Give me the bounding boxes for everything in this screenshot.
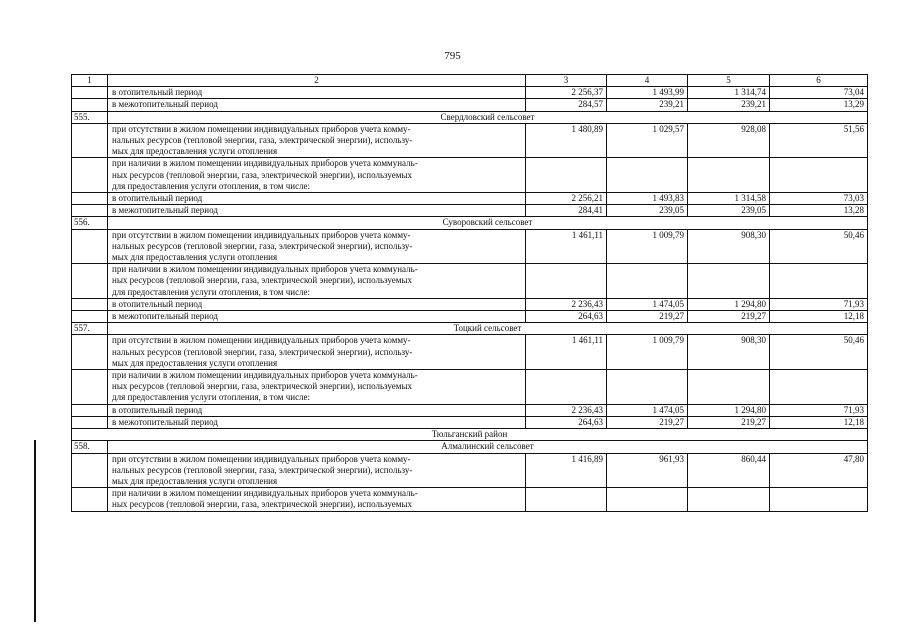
row-number-cell: [72, 99, 108, 111]
value-cell: 1 416,89: [526, 453, 607, 488]
description-line: ных ресурсов (тепловой энергии, газа, электрической энергии), используемых: [112, 499, 413, 510]
value-cell: 2 256,37: [526, 87, 607, 99]
description-line: при наличии в жилом помещении индивидуальных приборов учета коммуналь-: [112, 488, 418, 499]
description-line: при наличии в жилом помещении индивидуальных приборов учета коммуналь-: [112, 370, 418, 381]
value-cell: 239,05: [607, 205, 688, 217]
section-number: 556.: [72, 217, 108, 229]
value-cell: 1 009,79: [607, 335, 688, 370]
description-line: при отсутствии в жилом помещении индивидуальных приборов учета комму-: [112, 229, 411, 240]
row-description: [108, 298, 526, 310]
row-number-cell: [72, 298, 108, 310]
description-line: мых для предоставления услуги отопления: [112, 146, 278, 157]
row-number-cell: [72, 193, 108, 205]
value-cell: 908,30: [688, 229, 770, 264]
value-cell: 264,63: [526, 416, 607, 428]
value-cell: 73,03: [770, 193, 868, 205]
table-row: [72, 370, 868, 405]
value-cell: [688, 488, 770, 511]
table-row: [72, 264, 868, 299]
value-cell: [770, 158, 868, 193]
value-cell: 928,08: [688, 123, 770, 158]
value-cell: 1 493,83: [607, 193, 688, 205]
row-number-cell: [72, 229, 108, 264]
row-description: [108, 87, 526, 99]
value-cell: 219,27: [688, 311, 770, 323]
description-line: нальных ресурсов (тепловой энергии, газа, электрической энергии), использу-: [112, 240, 413, 251]
value-cell: [607, 158, 688, 193]
table-row: [72, 311, 868, 323]
value-cell: 2 256,21: [526, 193, 607, 205]
value-cell: 1 493,99: [607, 87, 688, 99]
description-line: ных ресурсов (тепловой энергии, газа, электрической энергии), используемых: [112, 381, 413, 392]
value-cell: 1 029,57: [607, 123, 688, 158]
table-row: [72, 87, 868, 99]
value-cell: 1 474,05: [607, 298, 688, 310]
value-cell: [688, 158, 770, 193]
value-cell: 1 461,11: [526, 335, 607, 370]
section-title: Свердловский сельсовет: [108, 111, 868, 123]
section-number: 555.: [72, 111, 108, 123]
table-row: [72, 99, 868, 111]
header-cell: 5: [688, 75, 770, 87]
value-cell: 2 236,43: [526, 404, 607, 416]
row-description: [108, 229, 526, 264]
header-cell: 2: [108, 75, 526, 87]
value-cell: 239,05: [688, 205, 770, 217]
table-row: [72, 404, 868, 416]
section-title: Суворовский сельсовет: [108, 217, 868, 229]
value-cell: [770, 488, 868, 511]
description-line: для предоставления услуги отопления, в том числе:: [112, 286, 311, 297]
value-cell: 12,18: [770, 311, 868, 323]
value-cell: 1 314,74: [688, 87, 770, 99]
table-row: [72, 158, 868, 193]
description-line: мых для предоставления услуги отопления: [112, 357, 278, 368]
row-description: [108, 193, 526, 205]
value-cell: [526, 488, 607, 511]
table-row: [72, 193, 868, 205]
section-title: Тоцкий сельсовет: [108, 323, 868, 335]
row-description: [108, 311, 526, 323]
value-cell: 71,93: [770, 298, 868, 310]
description-line: в межотопительный период: [112, 416, 218, 427]
section-row: [72, 441, 868, 453]
description-line: ных ресурсов (тепловой энергии, газа, электрической энергии), используемых: [112, 169, 413, 180]
row-number-cell: [72, 123, 108, 158]
page-number: 795: [444, 50, 461, 62]
value-cell: [770, 264, 868, 299]
row-number-cell: [72, 416, 108, 428]
value-cell: 12,18: [770, 416, 868, 428]
row-number-cell: [72, 370, 108, 405]
value-cell: 239,21: [607, 99, 688, 111]
value-cell: 219,27: [607, 416, 688, 428]
value-cell: [607, 488, 688, 511]
value-cell: 51,56: [770, 123, 868, 158]
district-title: Тюльганский район: [72, 429, 868, 441]
value-cell: 50,46: [770, 335, 868, 370]
description-line: нальных ресурсов (тепловой энергии, газа, электрической энергии), использу-: [112, 464, 413, 475]
value-cell: 908,30: [688, 335, 770, 370]
value-cell: [607, 370, 688, 405]
description-line: при отсутствии в жилом помещении индивидуальных приборов учета комму-: [112, 123, 411, 134]
section-number: 557.: [72, 323, 108, 335]
table-body: [72, 87, 868, 511]
row-number-cell: [72, 205, 108, 217]
header-cell: 6: [770, 75, 868, 87]
header-cell: 1: [72, 75, 108, 87]
value-cell: [688, 264, 770, 299]
row-number-cell: [72, 488, 108, 511]
description-line: в межотопительный период: [112, 205, 218, 216]
row-number-cell: [72, 87, 108, 99]
value-cell: [607, 264, 688, 299]
description-line: мых для предоставления услуги отопления: [112, 475, 278, 486]
table-row: [72, 416, 868, 428]
value-cell: 73,04: [770, 87, 868, 99]
section-row: [72, 217, 868, 229]
description-line: для предоставления услуги отопления, в том числе:: [112, 392, 311, 403]
value-cell: [526, 158, 607, 193]
row-number-cell: [72, 404, 108, 416]
row-number-cell: [72, 453, 108, 488]
description-line: в отопительный период: [112, 193, 203, 204]
table-row: [72, 335, 868, 370]
value-cell: 961,93: [607, 453, 688, 488]
value-cell: 2 236,43: [526, 298, 607, 310]
description-line: при наличии в жилом помещении индивидуальных приборов учета коммуналь-: [112, 264, 418, 275]
description-line: в отопительный период: [112, 298, 203, 309]
table-row: [72, 488, 868, 511]
value-cell: 1 009,79: [607, 229, 688, 264]
row-number-cell: [72, 311, 108, 323]
district-row: [72, 429, 868, 441]
header-row: [72, 75, 868, 87]
value-cell: 239,21: [688, 99, 770, 111]
table-row: [72, 229, 868, 264]
value-cell: 47,80: [770, 453, 868, 488]
value-cell: [526, 370, 607, 405]
header-cell: 4: [607, 75, 688, 87]
row-description: [108, 453, 526, 488]
row-description: [108, 335, 526, 370]
table-row: [72, 123, 868, 158]
description-line: в отопительный период: [112, 404, 203, 415]
description-line: ных ресурсов (тепловой энергии, газа, электрической энергии), используемых: [112, 275, 413, 286]
table-row: [72, 298, 868, 310]
value-cell: [688, 370, 770, 405]
binding-edge-mark: [34, 440, 36, 622]
row-number-cell: [72, 335, 108, 370]
value-cell: 13,28: [770, 205, 868, 217]
row-description: [108, 416, 526, 428]
value-cell: 1 480,89: [526, 123, 607, 158]
value-cell: 1 294,80: [688, 298, 770, 310]
row-number-cell: [72, 264, 108, 299]
description-line: при наличии в жилом помещении индивидуальных приборов учета коммуналь-: [112, 158, 418, 169]
row-description: [108, 99, 526, 111]
header-cell: 3: [526, 75, 607, 87]
row-description: [108, 264, 526, 299]
description-line: нальных ресурсов (тепловой энергии, газа, электрической энергии), использу-: [112, 346, 413, 357]
value-cell: 1 474,05: [607, 404, 688, 416]
section-row: [72, 111, 868, 123]
section-number: 558.: [72, 441, 108, 453]
row-description: [108, 488, 526, 511]
value-cell: 1 314,58: [688, 193, 770, 205]
row-description: [108, 205, 526, 217]
value-cell: 860,44: [688, 453, 770, 488]
value-cell: 71,93: [770, 404, 868, 416]
value-cell: 219,27: [688, 416, 770, 428]
value-cell: 264,63: [526, 311, 607, 323]
description-line: в межотопительный период: [112, 311, 218, 322]
row-description: [108, 158, 526, 193]
description-line: мых для предоставления услуги отопления: [112, 252, 278, 263]
table-row: [72, 453, 868, 488]
value-cell: 284,57: [526, 99, 607, 111]
tariff-table: [71, 74, 868, 512]
value-cell: 284,41: [526, 205, 607, 217]
description-line: при отсутствии в жилом помещении индивидуальных приборов учета комму-: [112, 335, 411, 346]
value-cell: [526, 264, 607, 299]
value-cell: 13,29: [770, 99, 868, 111]
row-description: [108, 370, 526, 405]
value-cell: [770, 370, 868, 405]
description-line: в отопительный период: [112, 87, 203, 98]
description-line: в межотопительный период: [112, 99, 218, 110]
description-line: нальных ресурсов (тепловой энергии, газа, электрической энергии), использу-: [112, 135, 413, 146]
row-number-cell: [72, 158, 108, 193]
row-description: [108, 404, 526, 416]
section-title: Алмалинский сельсовет: [108, 441, 868, 453]
row-description: [108, 123, 526, 158]
value-cell: 219,27: [607, 311, 688, 323]
description-line: при отсутствии в жилом помещении индивидуальных приборов учета комму-: [112, 453, 411, 464]
section-row: [72, 323, 868, 335]
value-cell: 50,46: [770, 229, 868, 264]
value-cell: 1 461,11: [526, 229, 607, 264]
description-line: для предоставления услуги отопления, в том числе:: [112, 180, 311, 191]
table-row: [72, 205, 868, 217]
value-cell: 1 294,80: [688, 404, 770, 416]
